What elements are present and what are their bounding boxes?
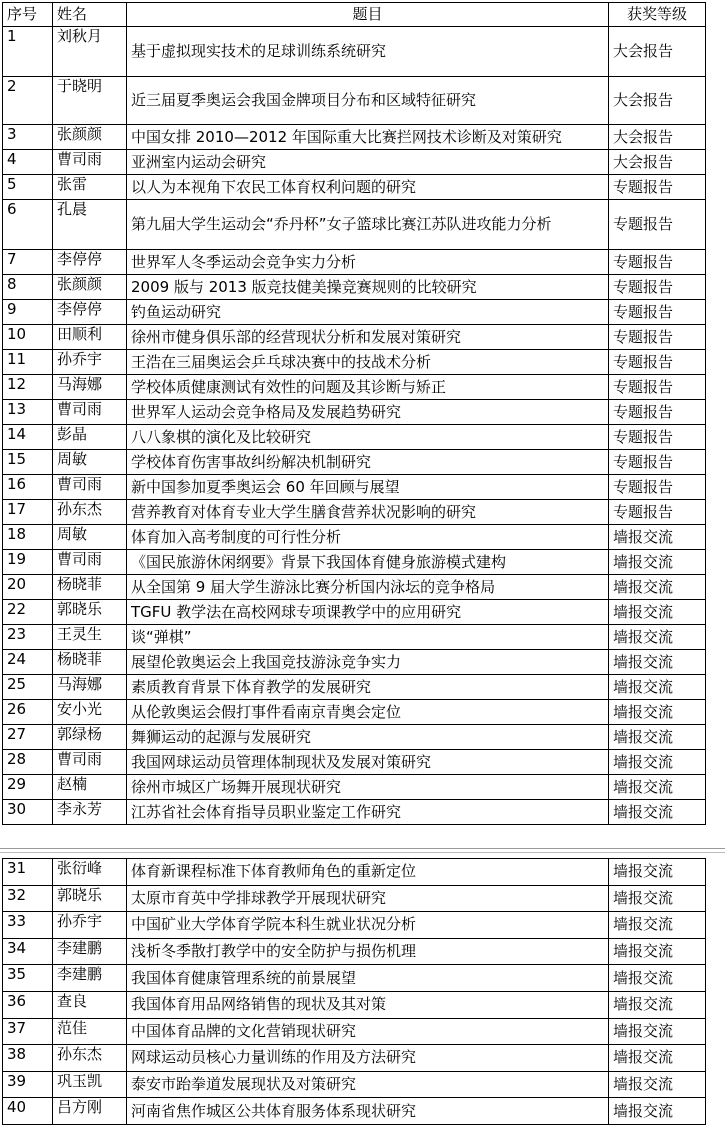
- cell-no: 1: [3, 27, 53, 77]
- cell-award: 墙报交流: [609, 525, 706, 550]
- cell-no: 3: [3, 125, 53, 150]
- cell-award: 墙报交流: [609, 938, 706, 965]
- table-row: [3, 1018, 706, 1045]
- cell-no: 35: [3, 965, 53, 992]
- cell-no: 10: [3, 325, 53, 350]
- cell-no: 34: [3, 938, 53, 965]
- cell-award: 墙报交流: [609, 600, 706, 625]
- cell-award: 墙报交流: [609, 965, 706, 992]
- cell-title: 河南省焦作城区公共体育服务体系现状研究: [127, 1098, 609, 1125]
- cell-title: 徐州市健身俱乐部的经营现状分析和发展对策研究: [127, 325, 609, 350]
- cell-name: 张雷: [53, 175, 127, 200]
- cell-award: 专题报告: [609, 450, 706, 475]
- cell-name: 于晓明: [53, 77, 127, 125]
- table-row: [3, 859, 706, 886]
- cell-no: 29: [3, 775, 53, 800]
- cell-title: 我国网球运动员管理体制现状及发展对策研究: [127, 750, 609, 775]
- cell-title: 中国矿业大学体育学院本科生就业状况分析: [127, 912, 609, 939]
- table-row: [3, 600, 706, 625]
- cell-award: 大会报告: [609, 150, 706, 175]
- cell-award: 墙报交流: [609, 550, 706, 575]
- cell-award: 墙报交流: [609, 1018, 706, 1045]
- cell-award: 墙报交流: [609, 650, 706, 675]
- cell-award: 墙报交流: [609, 750, 706, 775]
- cell-award: 墙报交流: [609, 859, 706, 886]
- cell-award: 专题报告: [609, 400, 706, 425]
- cell-title: 八八象棋的演化及比较研究: [127, 425, 609, 450]
- cell-no: 5: [3, 175, 53, 200]
- cell-award: 专题报告: [609, 500, 706, 525]
- cell-title: TGFU 教学法在高校网球专项课教学中的应用研究: [127, 600, 609, 625]
- cell-award: 墙报交流: [609, 625, 706, 650]
- cell-award: 墙报交流: [609, 775, 706, 800]
- table-row: [3, 200, 706, 250]
- table-row: [3, 150, 706, 175]
- cell-title: 中国女排 2010—2012 年国际重大比赛拦网技术诊断及对策研究: [127, 125, 609, 150]
- cell-award: 墙报交流: [609, 675, 706, 700]
- cell-title: 钓鱼运动研究: [127, 300, 609, 325]
- table-row: [3, 450, 706, 475]
- cell-award: 专题报告: [609, 275, 706, 300]
- cell-award: 专题报告: [609, 475, 706, 500]
- table-row: [3, 1071, 706, 1098]
- table-row: [3, 475, 706, 500]
- table-row: [3, 750, 706, 775]
- header-award: 获奖等级: [609, 3, 706, 27]
- cell-title: 近三届夏季奥运会我国金牌项目分布和区域特征研究: [127, 77, 609, 125]
- cell-title: 学校体育伤害事故纠纷解决机制研究: [127, 450, 609, 475]
- cell-award: 墙报交流: [609, 1098, 706, 1125]
- cell-name: 李停停: [53, 250, 127, 275]
- cell-title: 浅析冬季散打教学中的安全防护与损伤机理: [127, 938, 609, 965]
- table-row: [3, 425, 706, 450]
- table-row: [3, 675, 706, 700]
- cell-name: 王灵生: [53, 625, 127, 650]
- cell-no: 7: [3, 250, 53, 275]
- cell-title: 新中国参加夏季奥运会 60 年回顾与展望: [127, 475, 609, 500]
- table-row: [3, 550, 706, 575]
- cell-name: 孙东杰: [53, 1045, 127, 1072]
- cell-name: 刘秋月: [53, 27, 127, 77]
- cell-name: 曹司雨: [53, 550, 127, 575]
- cell-title: 学校体质健康测试有效性的问题及其诊断与矫正: [127, 375, 609, 400]
- cell-name: 曹司雨: [53, 400, 127, 425]
- header-title: 题目: [127, 3, 609, 27]
- cell-name: 郭绿杨: [53, 725, 127, 750]
- cell-name: 杨晓菲: [53, 575, 127, 600]
- table-row: [3, 912, 706, 939]
- cell-no: 8: [3, 275, 53, 300]
- cell-name: 李建鹏: [53, 938, 127, 965]
- cell-title: 《国民旅游休闲纲要》背景下我国体育健身旅游模式建构: [127, 550, 609, 575]
- table-row: [3, 800, 706, 825]
- cell-name: 周敏: [53, 450, 127, 475]
- cell-no: 9: [3, 300, 53, 325]
- table-row: [3, 27, 706, 77]
- cell-award: 专题报告: [609, 350, 706, 375]
- table-row: [3, 175, 706, 200]
- cell-title: 泰安市跆拳道发展现状及对策研究: [127, 1071, 609, 1098]
- cell-title: 世界军人运动会竞争格局及发展趋势研究: [127, 400, 609, 425]
- cell-title: 舞狮运动的起源与发展研究: [127, 725, 609, 750]
- table-row: [3, 77, 706, 125]
- cell-name: 周敏: [53, 525, 127, 550]
- table-row: [3, 991, 706, 1018]
- cell-no: 26: [3, 700, 53, 725]
- table-row: [3, 350, 706, 375]
- cell-title: 体育加入高考制度的可行性分析: [127, 525, 609, 550]
- cell-name: 曹司雨: [53, 150, 127, 175]
- cell-name: 张衍峰: [53, 859, 127, 886]
- cell-award: 大会报告: [609, 77, 706, 125]
- cell-title: 世界军人冬季运动会竞争实力分析: [127, 250, 609, 275]
- table-row: [3, 725, 706, 750]
- header-row: [3, 3, 706, 27]
- table-row: [3, 625, 706, 650]
- table-row: [3, 575, 706, 600]
- cell-title: 从伦敦奥运会假打事件看南京青奥会定位: [127, 700, 609, 725]
- cell-name: 孙乔宇: [53, 350, 127, 375]
- cell-name: 李永芳: [53, 800, 127, 825]
- header-name: 姓名: [53, 3, 127, 27]
- cell-name: 孙东杰: [53, 500, 127, 525]
- cell-no: 24: [3, 650, 53, 675]
- cell-no: 16: [3, 475, 53, 500]
- cell-no: 37: [3, 1018, 53, 1045]
- cell-name: 郭晓乐: [53, 885, 127, 912]
- cell-name: 吕方刚: [53, 1098, 127, 1125]
- cell-title: 网球运动员核心力量训练的作用及方法研究: [127, 1045, 609, 1072]
- cell-no: 25: [3, 675, 53, 700]
- table-row: [3, 250, 706, 275]
- award-table-part-2: [2, 858, 706, 1125]
- cell-name: 孔晨: [53, 200, 127, 250]
- cell-title: 体育新课程标准下体育教师角色的重新定位: [127, 859, 609, 886]
- table-row: [3, 885, 706, 912]
- cell-name: 马海娜: [53, 375, 127, 400]
- cell-name: 李停停: [53, 300, 127, 325]
- cell-award: 专题报告: [609, 325, 706, 350]
- cell-name: 赵楠: [53, 775, 127, 800]
- cell-award: 墙报交流: [609, 700, 706, 725]
- cell-name: 安小光: [53, 700, 127, 725]
- cell-no: 38: [3, 1045, 53, 1072]
- cell-no: 36: [3, 991, 53, 1018]
- cell-no: 15: [3, 450, 53, 475]
- cell-name: 孙乔宇: [53, 912, 127, 939]
- cell-no: 32: [3, 885, 53, 912]
- cell-no: 22: [3, 600, 53, 625]
- cell-no: 23: [3, 625, 53, 650]
- header-no: 序号: [3, 3, 53, 27]
- cell-title: 从全国第 9 届大学生游泳比赛分析国内泳坛的竞争格局: [127, 575, 609, 600]
- cell-name: 张颜颜: [53, 275, 127, 300]
- cell-award: 大会报告: [609, 27, 706, 77]
- cell-no: 28: [3, 750, 53, 775]
- table-row: [3, 275, 706, 300]
- cell-award: 墙报交流: [609, 912, 706, 939]
- cell-award: 专题报告: [609, 375, 706, 400]
- page-break-line: [0, 848, 725, 849]
- table-row: [3, 375, 706, 400]
- table-row: [3, 500, 706, 525]
- cell-title: 营养教育对体育专业大学生膳食营养状况影响的研究: [127, 500, 609, 525]
- table-row: [3, 965, 706, 992]
- cell-name: 曹司雨: [53, 475, 127, 500]
- award-table-part-1: [2, 2, 706, 825]
- table-row: [3, 400, 706, 425]
- cell-name: 郭晓乐: [53, 600, 127, 625]
- cell-name: 马海娜: [53, 675, 127, 700]
- cell-award: 墙报交流: [609, 1071, 706, 1098]
- cell-no: 30: [3, 800, 53, 825]
- cell-award: 墙报交流: [609, 800, 706, 825]
- cell-name: 杨晓菲: [53, 650, 127, 675]
- cell-title: 徐州市城区广场舞开展现状研究: [127, 775, 609, 800]
- cell-no: 20: [3, 575, 53, 600]
- cell-title: 展望伦敦奥运会上我国竞技游泳竞争实力: [127, 650, 609, 675]
- cell-name: 张颜颜: [53, 125, 127, 150]
- cell-award: 墙报交流: [609, 725, 706, 750]
- table-row: [3, 325, 706, 350]
- cell-award: 专题报告: [609, 425, 706, 450]
- cell-title: 以人为本视角下农民工体育权利问题的研究: [127, 175, 609, 200]
- cell-title: 太原市育英中学排球教学开展现状研究: [127, 885, 609, 912]
- table-row: [3, 525, 706, 550]
- cell-award: 墙报交流: [609, 885, 706, 912]
- table-row: [3, 700, 706, 725]
- cell-title: 基于虚拟现实技术的足球训练系统研究: [127, 27, 609, 77]
- cell-award: 墙报交流: [609, 575, 706, 600]
- cell-no: 4: [3, 150, 53, 175]
- cell-award: 墙报交流: [609, 991, 706, 1018]
- cell-no: 6: [3, 200, 53, 250]
- cell-title: 素质教育背景下体育教学的发展研究: [127, 675, 609, 700]
- cell-no: 19: [3, 550, 53, 575]
- table-row: [3, 1045, 706, 1072]
- cell-name: 查良: [53, 991, 127, 1018]
- cell-title: 2009 版与 2013 版竞技健美操竞赛规则的比较研究: [127, 275, 609, 300]
- table-row: [3, 650, 706, 675]
- cell-title: 中国体育品牌的文化营销现状研究: [127, 1018, 609, 1045]
- cell-no: 12: [3, 375, 53, 400]
- cell-award: 专题报告: [609, 300, 706, 325]
- cell-award: 专题报告: [609, 200, 706, 250]
- cell-title: 亚洲室内运动会研究: [127, 150, 609, 175]
- table-row: [3, 775, 706, 800]
- cell-award: 专题报告: [609, 250, 706, 275]
- table-row: [3, 938, 706, 965]
- cell-award: 大会报告: [609, 125, 706, 150]
- cell-title: 江苏省社会体育指导员职业鉴定工作研究: [127, 800, 609, 825]
- table-row: [3, 1098, 706, 1125]
- cell-title: 我国体育用品网络销售的现状及其对策: [127, 991, 609, 1018]
- cell-no: 33: [3, 912, 53, 939]
- cell-no: 40: [3, 1098, 53, 1125]
- cell-title: 我国体育健康管理系统的前景展望: [127, 965, 609, 992]
- cell-name: 彭晶: [53, 425, 127, 450]
- table-row: [3, 125, 706, 150]
- cell-name: 曹司雨: [53, 750, 127, 775]
- cell-no: 39: [3, 1071, 53, 1098]
- cell-no: 13: [3, 400, 53, 425]
- cell-name: 范佳: [53, 1018, 127, 1045]
- cell-name: 田顺利: [53, 325, 127, 350]
- cell-name: 李建鹏: [53, 965, 127, 992]
- cell-award: 墙报交流: [609, 1045, 706, 1072]
- cell-title: 第九届大学生运动会“乔丹杯”女子篮球比赛江苏队进攻能力分析: [127, 200, 609, 250]
- cell-name: 巩玉凯: [53, 1071, 127, 1098]
- cell-no: 2: [3, 77, 53, 125]
- cell-no: 17: [3, 500, 53, 525]
- page-break-line-2: [0, 852, 725, 853]
- cell-no: 31: [3, 859, 53, 886]
- cell-no: 11: [3, 350, 53, 375]
- cell-no: 18: [3, 525, 53, 550]
- cell-title: 谈“弹棋”: [127, 625, 609, 650]
- cell-no: 27: [3, 725, 53, 750]
- cell-no: 14: [3, 425, 53, 450]
- cell-award: 专题报告: [609, 175, 706, 200]
- table-row: [3, 300, 706, 325]
- cell-title: 王浩在三届奥运会乒乓球决赛中的技战术分析: [127, 350, 609, 375]
